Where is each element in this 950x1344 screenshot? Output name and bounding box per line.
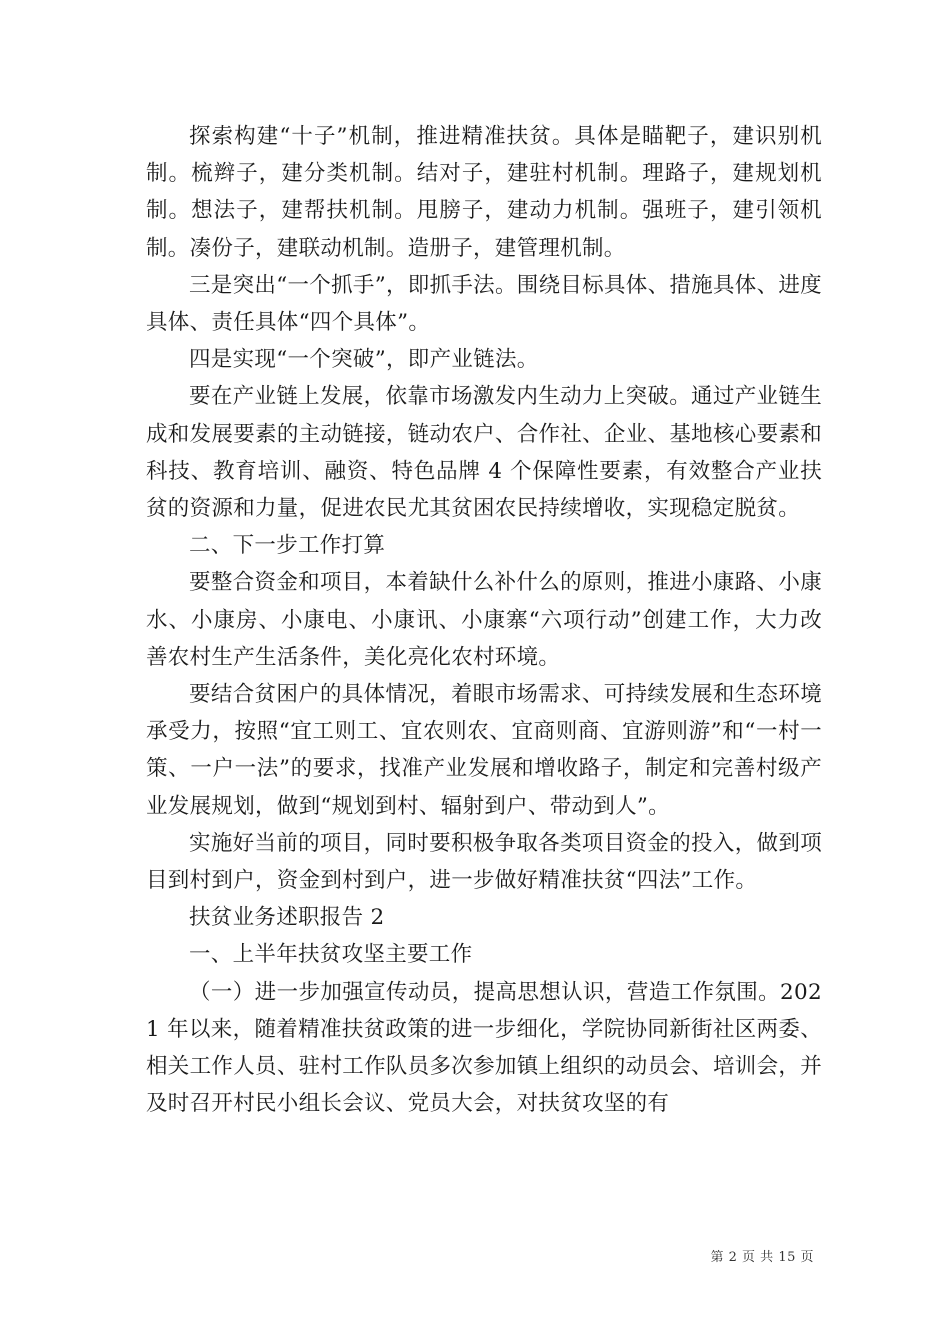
report-title: 扶贫业务述职报告 2: [189, 905, 385, 931]
paragraph-one-breakthrough: 四是实现“一个突破”，即产业链法。: [189, 347, 539, 373]
paragraph-one-handle: 三是突出“一个抓手”，即抓手法。围绕目标具体、措施具体、进度具体、责任具体“四个具体”。: [146, 272, 822, 336]
paragraph-publicity: （一）进一步加强宣传动员，提高思想认识，营造工作氛围。2021 年以来，随着精准扶贫政策的进一步细化，学院协同新街社区两委、相关工作人员、驻村工作队员多次参加镇上组织的动员会、培训会，并及时召开村民小组长会议、党员大会，对扶贫攻坚的有: [146, 979, 822, 1117]
page-number-footer: 第 2 页 共 15 页: [710, 1250, 814, 1265]
paragraph-ten-mechanisms: 探索构建“十子”机制，推进精准扶贫。具体是瞄靶子，建识别机制。梳辫子，建分类机制。结对子，建驻村机制。理路子，建规划机制。想法子，建帮扶机制。甩膀子，建动力机制。强班子，建引领机制。凑份子，建联动机制。造册子，建管理机制。: [146, 124, 822, 261]
section-heading-first-half: 一、上半年扶贫攻坚主要工作: [189, 942, 473, 968]
document-body: [146, 118, 822, 1122]
paragraph-implement-projects: 实施好当前的项目，同时要积极争取各类项目资金的投入，做到项目到村到户，资金到村到户，进一步做好精准扶贫“四法”工作。: [146, 830, 822, 894]
paragraph-integrate-funds: 要整合资金和项目，本着缺什么补什么的原则，推进小康路、小康水、小康房、小康电、小康讯、小康寨“六项行动”创建工作，大力改善农村生产生活条件，美化亮化农村环境。: [146, 570, 822, 670]
section-heading-next-steps: 二、下一步工作打算: [189, 533, 386, 559]
paragraph-industry-chain: 要在产业链上发展，依靠市场激发内生动力上突破。通过产业链生成和发展要素的主动链接，链动农户、合作社、企业、基地核心要素和科技、教育培训、融资、特色品牌 4 个保障性要素，有效整合产业扶贫的资源和力量，促进农民尤其贫困农民持续增收，实现稳定脱贫。: [146, 384, 822, 522]
paragraph-poor-households: 要结合贫困户的具体情况，着眼市场需求、可持续发展和生态环境承受力，按照“宜工则工、宜农则农、宜商则商、宜游则游”和“一村一策、一户一法”的要求，找准产业发展和增收路子，制定和完善村级产业发展规划，做到“规划到村、辐射到户、带动到人”。: [146, 682, 822, 819]
